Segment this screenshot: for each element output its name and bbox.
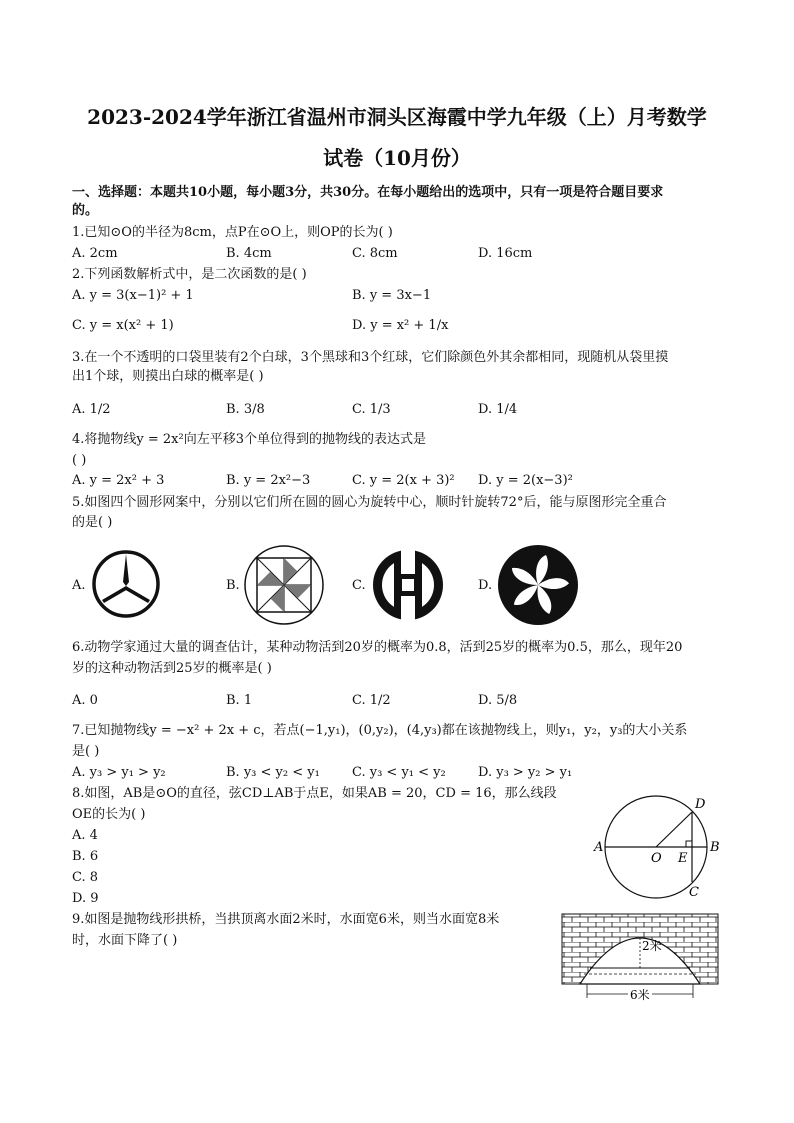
q5-option-d: D.	[478, 578, 493, 593]
q4-option-c: C. y = 2(x + 3)²	[352, 473, 455, 488]
q6-option-d: D. 5/8	[478, 693, 518, 708]
label-c: C	[689, 885, 699, 900]
q7-option-a: A. y₃ > y₁ > y₂	[72, 765, 166, 780]
q1-option-d: D. 16cm	[478, 246, 533, 261]
label-e: E	[678, 851, 688, 866]
q3-stem: 3.在一个不透明的口袋里装有2个白球，3个黑球和3个红球，它们除颜色外其余都相同，现随机从袋里摸	[72, 350, 669, 365]
q6-stem: 6.动物学家通过大量的调查估计，某种动物活到20岁的概率为0.8，活到25岁的概率为0.5，那么，现年20	[72, 640, 683, 655]
title-line-1: 2023-2024学年浙江省温州市洞头区海霞中学九年级（上）月考数学	[87, 105, 707, 129]
section-heading: 一、选择题：本题共10小题，每小题3分，共30分。在每小题给出的选项中，只有一项是符合题目要求	[72, 185, 664, 200]
q5-option-c: C.	[352, 578, 366, 593]
q5-option-a: A.	[72, 578, 86, 593]
circle-chord-figure	[590, 790, 730, 908]
q5-stem: 5.如图四个圆形网案中，分别以它们所在圆的圆心为旋转中心，顺时针旋转72°后，能与原图形完全重合	[72, 495, 667, 510]
q8-option-d: D. 9	[72, 891, 99, 906]
q4-stem: 4.将抛物线y = 2x²向左平移3个单位得到的抛物线的表达式是	[72, 432, 426, 447]
q3-option-a: A. 1/2	[72, 402, 111, 417]
bauhinia-flower-figure	[496, 543, 580, 627]
label-b: B	[710, 840, 720, 855]
q2-option-c: C. y = x(x² + 1)	[72, 318, 174, 333]
label-2m: 2米	[642, 939, 662, 953]
q5-option-b: B.	[226, 578, 240, 593]
q6-stem-cont: 岁的这种动物活到25岁的概率是( )	[72, 661, 272, 676]
q4-option-b: B. y = 2x²−3	[226, 473, 311, 488]
q4-option-d: D. y = 2(x−3)²	[478, 473, 573, 488]
q7-stem-cont: 是( )	[72, 744, 100, 759]
section-heading-cont: 的。	[72, 203, 99, 218]
q4-option-a: A. y = 2x² + 3	[72, 473, 165, 488]
q8-option-b: B. 6	[72, 849, 99, 864]
q6-option-c: C. 1/2	[352, 693, 391, 708]
q1-option-a: A. 2cm	[72, 246, 118, 261]
q8-option-a: A. 4	[72, 828, 98, 843]
q7-stem: 7.已知抛物线y = −x² + 2x + c，若点(−1,y₁)，(0,y₂)，(4,y₃)都在该抛物线上，则y₁，y₂，y₃的大小关系	[72, 723, 688, 738]
q7-option-d: D. y₃ > y₂ > y₁	[478, 765, 573, 780]
q8-option-c: C. 8	[72, 870, 99, 885]
q6-option-b: B. 1	[226, 693, 253, 708]
mercedes-star-figure	[90, 548, 162, 620]
label-a: A	[594, 840, 604, 855]
q1-option-c: C. 8cm	[352, 246, 398, 261]
q1-stem: 1.已知⊙O的半径为8cm，点P在⊙O上，则OP的长为( )	[72, 225, 393, 240]
q2-stem: 2.下列函数解析式中，是二次函数的是( )	[72, 267, 307, 282]
label-d: D	[695, 797, 706, 812]
q1-option-b: B. 4cm	[226, 246, 272, 261]
title-line-2: 试卷（10月份）	[323, 146, 471, 170]
q3-option-c: C. 1/3	[352, 402, 391, 417]
q2-option-d: D. y = x² + 1/x	[352, 318, 449, 333]
label-6m: 6米	[630, 988, 650, 1002]
q5-stem-cont: 的是( )	[72, 515, 113, 530]
coin-figure	[370, 547, 446, 623]
q8-stem: 8.如图，AB是⊙O的直径，弦CD⊥AB于点E，如果AB = 20，CD = 16，那么线段	[72, 786, 557, 801]
q9-stem: 9.如图是抛物线形拱桥，当拱顶离水面2米时，水面宽6米，则当水面宽8米	[72, 912, 500, 927]
q3-option-d: D. 1/4	[478, 402, 518, 417]
q3-stem-cont: 出1个球，则摸出白球的概率是( )	[72, 369, 264, 384]
pinwheel-figure	[242, 543, 326, 627]
q2-option-b: B. y = 3x−1	[352, 288, 432, 303]
q8-stem-cont: OE的长为( )	[72, 807, 146, 822]
q6-option-a: A. 0	[72, 693, 98, 708]
q7-option-c: C. y₃ < y₁ < y₂	[352, 765, 446, 780]
q7-option-b: B. y₃ < y₂ < y₁	[226, 765, 320, 780]
arch-bridge-figure	[560, 912, 720, 1006]
q4-stem-cont: ( )	[72, 453, 87, 468]
label-o: O	[651, 851, 662, 866]
q9-stem-cont: 时，水面下降了( )	[72, 933, 178, 948]
q3-option-b: B. 3/8	[226, 402, 265, 417]
q2-option-a: A. y = 3(x−1)² + 1	[72, 288, 194, 303]
